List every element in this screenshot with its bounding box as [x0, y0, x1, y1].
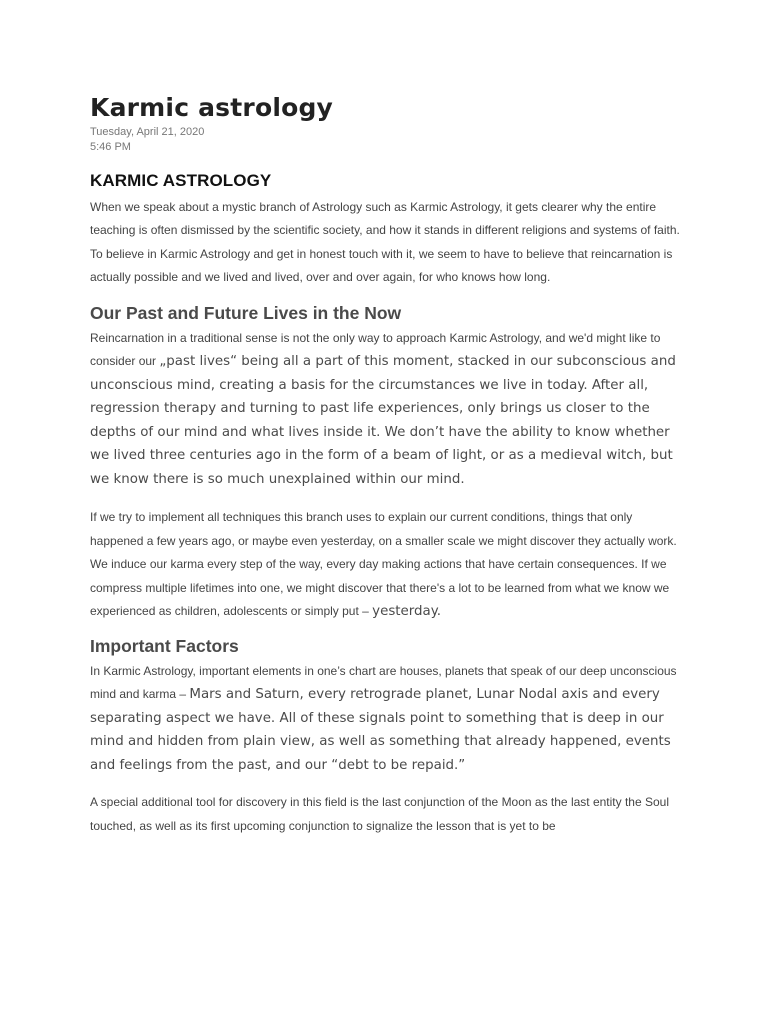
important-factors-paragraph [90, 660, 680, 778]
intro-paragraph: When we speak about a mystic branch of Astrology such as Karmic Astrology, it gets clearer why the entire teaching is often dismissed by the scientific society, and how it stands in different religions and systems of faith. To believe in Karmic Astrology and get in honest touch with it, we seem to have to believe that reincarnation is actually possible and we lived and lived, over and over again, for who knows how long. [90, 200, 680, 285]
section-heading-important-factors: Important Factors [90, 635, 239, 656]
section-heading-past-lives: Our Past and Future Lives in the Now [90, 302, 402, 323]
techniques-paragraph [90, 506, 680, 624]
page-meta [90, 125, 680, 155]
document-page [90, 92, 680, 838]
factors-text-small: In Karmic Astrology, important elements in one’s chart are houses, planets that speak of our deep unconscious mind and karma – [90, 663, 677, 702]
main-heading: KARMIC ASTROLOGY [90, 171, 272, 190]
factors-text-large: Mars and Saturn, every retrograde planet, Lunar Nodal axis and every separating aspect we have. All of these signals point to something that is deep in our mind and hidden from plain view, as well as something that already happened, events and feelings from the past, and our “debt to be repaid.” [90, 687, 671, 773]
page-time: 5:46 PM [90, 141, 131, 153]
past-lives-text-small: Reincarnation in a traditional sense is not the only way to approach Karmic Astrology, and we'd might like to consider our [90, 330, 661, 369]
page-title: Karmic astrology [90, 93, 334, 122]
past-lives-paragraph [90, 327, 680, 492]
page-date: Tuesday, April 21, 2020 [90, 126, 205, 138]
techniques-text-large: yesterday. [372, 604, 442, 620]
techniques-text-small: If we try to implement all techniques this branch uses to explain our current conditions, things that only happened a few years ago, or maybe even yesterday, on a smaller scale we might discover they actually work. We induce our karma every step of the way, every day making actions that have certain consequences. If we compress multiple lifetimes into one, we might discover that there's a lot to be learned from what we know we experienced as children, adolescents or simply put – [90, 510, 677, 619]
moon-conjunction-paragraph: A special additional tool for discovery in this field is the last conjunction of the Moon as the last entity the Soul touched, as well as its first upcoming conjunction to signalize the lesson that is yet to be [90, 795, 669, 833]
past-lives-text-large: „past lives“ being all a part of this moment, stacked in our subconscious and unconscious mind, creating a basis for the circumstances we live in today. After all, regression therapy and turning to past life experiences, only brings us closer to the depths of our mind and what lives inside it. We don’t have the ability to know whether we lived three centuries ago in the form of a beam of light, or as a medieval witch, but we know there is so much unexplained within our mind. [90, 354, 676, 487]
